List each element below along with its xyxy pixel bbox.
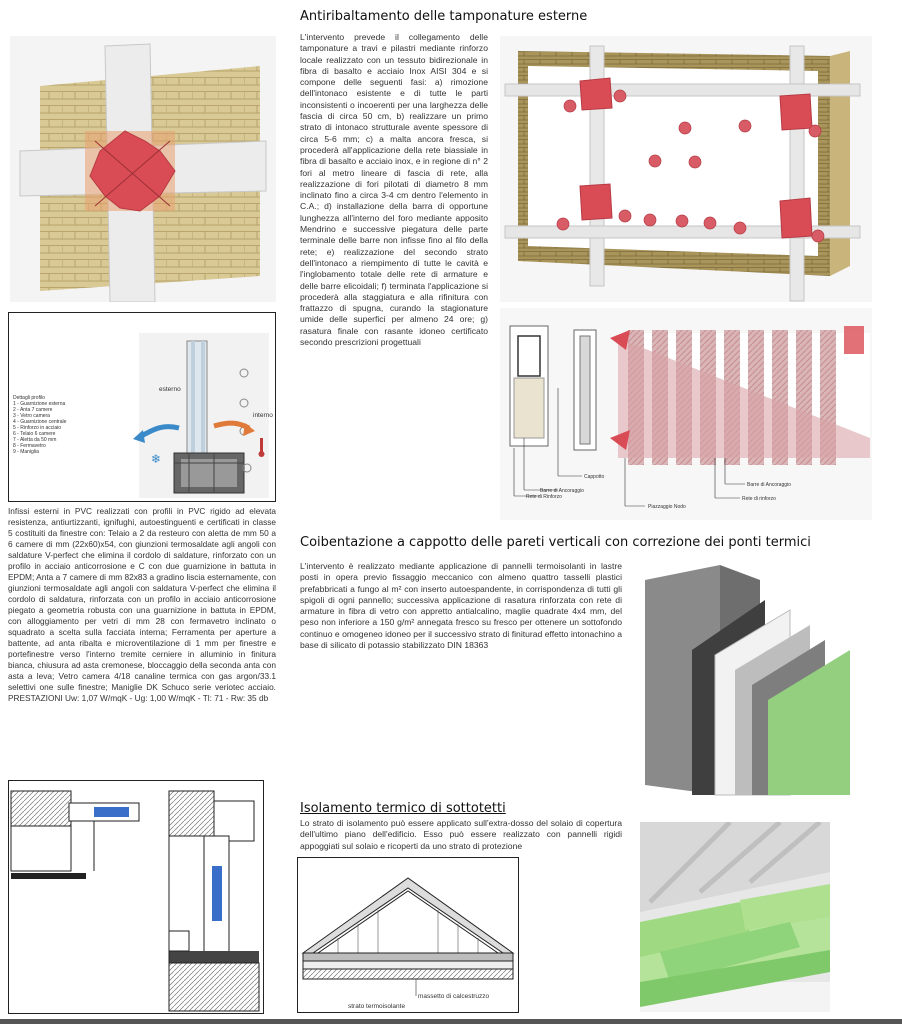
window-cad-section: [8, 780, 264, 1014]
label-rete-rinforzo: Rete di Rinforzo: [526, 494, 562, 500]
window-legend-title: Dettagli profilo: [13, 395, 45, 401]
label-barre-ancoraggio-2: Barre di Ancoraggio: [747, 482, 791, 488]
joint-reinforcement-illustration: [10, 36, 276, 302]
window-legend-item: 2 - Anta 7 camere: [13, 407, 53, 413]
title-antiribaltamento: Antiribaltamento delle tamponature esterne: [300, 9, 588, 24]
label-strato-termoisolante: strato termoisolante: [348, 1003, 406, 1010]
text-antiribaltamento: L'intervento prevede il collegamento delle tamponature a travi e pilastri mediante rinforzo locale realizzato con un tessuto bidirezionale in fibra di basalto e acciaio Inox AISI 304 e si compone delle seguenti fasi: a) rimozione dell'intonaco esistente e di tutte le parti inconsistenti o incoerenti per una larghezza delle fascia di circa 50 cm, b) realizzare un primo strato di intonaco strutturale avente spessore di circa 5-6 mm; c) a malta ancora fresca, si procederà all'applicazione della rete biassiale in fibra di basalto e acciaio inox, e in regione di n° 2 fori al metro lineare di fascia di rete, alla realizzazione di fori pilotati di diametro 8 mm inclinato fino a circa 3-4 cm dentro l'elemento in C.A.; d) installazione della barra di opportune lunghezza all'interno del foro mediante apposito Mendrino e successive piegatura delle parte terminale delle barre non infisse fino al filo della rete; e) realizzazione del secondo strato dell'intonaco a riempimento di tutte le cavità e l'inglobamento totale delle rete di armature e delle barre elicoidali; f) terminata l'applicazione si procederà alla staggiatura e alla rifinitura con frattazzo di spugna, curando la stagionature umide delle superfici per almeno 24 ore; g) rasatura finale con rasante idoneo certificato secondo prescrizioni progettuali: [300, 32, 488, 348]
window-legend-item: 6 - Telaio 6 camere: [13, 431, 56, 437]
text-cappotto: L'intervento è realizzato mediante applicazione di pannelli termoisolanti in lastre posti in opera previo fissaggio meccanico con almeno quattro tasselli plastici prefabbricati a fungo al m² con inserto autoespandente, in corrispondenza di tutti gli spigoli di ogni pannello; successiva applicazione di rasatura rinforzata con rete di armature in fibra di vetro con appretto antialcalino, maglie quadrate 4x4 mm, del peso non inferiore a 150 g/m² annegata fresco su fresco per ottenere un sottofondo continuo e omogeneo idoneo per il successivo strato di finiturad effetto intonachino a base di silicato di potassio stabilizzato DIN 18363: [300, 561, 622, 651]
thermometer-icon: [260, 438, 263, 452]
window-section-illustration: [8, 312, 276, 502]
label-piazzaggio-nodo: Piazzaggio Nodo: [648, 504, 686, 510]
text-infissi: Infissi esterni in PVC realizzati con profili in PVC rigido ad elevata resistenza, antiurtizzanti, ignifughi, autoestinguenti e certificati in classe 5 costituiti da finestre con: Telaio a 2 da resteuro con aletta de mm 50 a 6 camere di mm (22x60)x54, con giunzioni termosaldate agli angoli con saldature V-perfect che elimina il cordolo di saldature, rinforzato con un profilo in acciaio anticorrosione e C con due guarnizione in battuta in EPDM; Anta a 7 camere di mm 82x83 a gradino liscia esternamente, con giunzioni termosaldate agli angoli con saldatura V-perfect che elimina il cordolo di saldatura, rinforzata con un profilo in acciaio anticorrosione piegato a geometria robusta con una guarnizione in battuta in EPDM, con alloggiamento per vetri di mm 28 con fermavetro inclinato o squadrato a scelta sulla facciata interna; Ferramenta per aperture a battente, ad anta ribalta e microventilazione di 1 mm per finestre e portefinestre verso l'interno tremite cerniere in alluminio in finitura bianca, chiusura ad asta cremonese, bloccaggio della seconda anta con asta a leva; Vetro camera 4/18 canaline termica con gas argon/33.1 selettivi one sulle finestre; Maniglie DK Schuco serie veriotec acciaio. PRESTAZIONI Uw: 1,07 W/mqK - Ug: 1,00 W/mqK - Tl: 71 - Rw: 35 db: [8, 506, 276, 703]
label-barre-ancoraggio: Barre di Ancoraggio: [540, 488, 584, 494]
window-legend-item: 5 - Rinforzo in acciaio: [13, 425, 62, 431]
snowflake-icon: ❄: [151, 452, 162, 466]
label-cappotto: Cappotto: [584, 474, 605, 480]
cappotto-layers-illustration: [640, 560, 852, 800]
wall-anchor-elevation: [500, 36, 872, 302]
label-esterno: esterno: [159, 386, 181, 393]
window-legend-item: 8 - Fermavetro: [13, 443, 46, 449]
reinforcement-detail-drawing: [500, 308, 872, 520]
window-legend-item: 9 - Maniglia: [13, 449, 39, 455]
bottom-scrollbar: [0, 1019, 902, 1024]
roof-section-drawing: [297, 857, 519, 1013]
attic-insulation-render: [640, 822, 830, 1012]
window-legend-item: 3 - Vetro camera: [13, 413, 50, 419]
text-sottotetti: Lo strato di isolamento può essere applicato sull'extra-dosso del solaio di copertura dell'ultimo piano dell'edificio. Esso può essere realizzato con pannelli rigidi appoggiati sul solaio e ricoperti da uno strato di protezione: [300, 818, 622, 851]
label-rete-rinforzo-2: Rete di rinforzo: [742, 496, 776, 502]
window-legend-item: 1 - Guarnizione esterna: [13, 401, 66, 407]
title-sottotetti: Isolamento termico di sottotetti: [300, 801, 506, 816]
title-cappotto: Coibentazione a cappotto delle pareti verticali con correzione dei ponti termici: [300, 535, 811, 550]
window-legend-item: 4 - Guarnizione centrale: [13, 419, 67, 425]
window-legend-item: 7 - Aletta da 50 mm: [13, 437, 57, 443]
label-massetto: massetto di calcestruzzo: [418, 993, 490, 1000]
label-interno: interno: [253, 412, 273, 419]
